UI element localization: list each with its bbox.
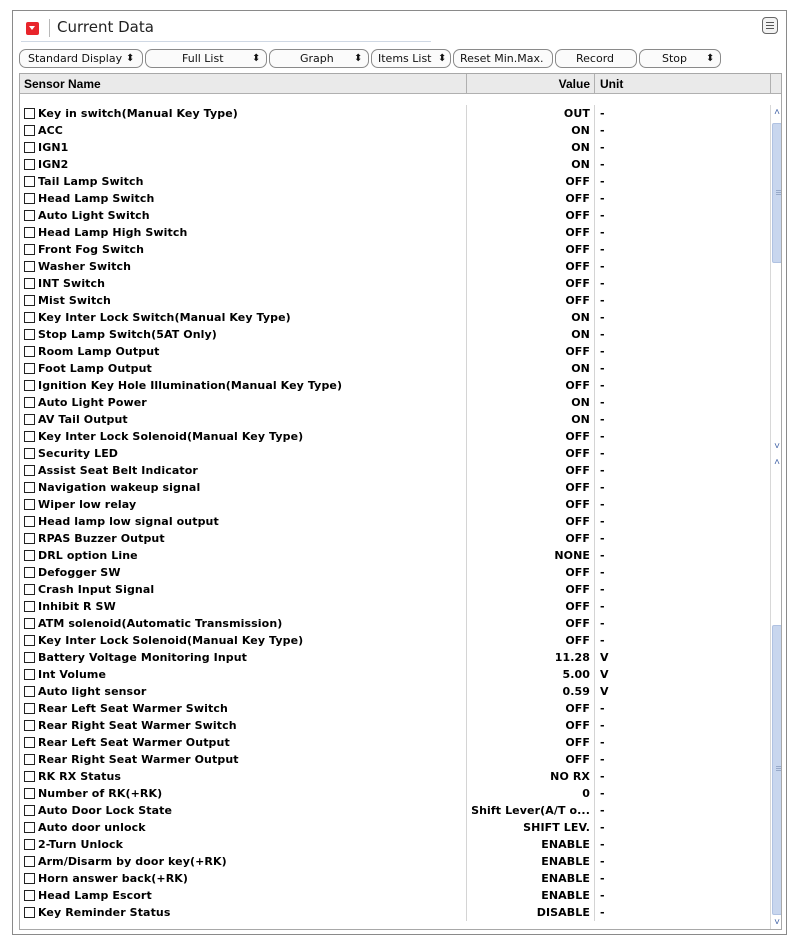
- sensor-unit: -: [600, 226, 605, 239]
- table-row[interactable]: [20, 768, 772, 785]
- table-row[interactable]: [20, 241, 772, 258]
- stop-label: Stop: [662, 52, 688, 65]
- row-checkbox[interactable]: [24, 295, 35, 306]
- sensor-value: OFF: [565, 260, 590, 273]
- standard-display-label: Standard Display: [28, 52, 123, 65]
- sensor-value: OFF: [565, 719, 590, 732]
- sensor-unit: -: [600, 124, 605, 137]
- window-title: Current Data: [57, 18, 154, 36]
- scroll-up-arrow-icon[interactable]: ˄: [774, 457, 780, 468]
- sensor-name: Horn answer back(+RK): [38, 872, 189, 885]
- sensor-unit: -: [600, 787, 605, 800]
- row-checkbox[interactable]: [24, 822, 35, 833]
- row-checkbox[interactable]: [24, 125, 35, 136]
- table-row[interactable]: [20, 411, 772, 428]
- table-row[interactable]: [20, 428, 772, 445]
- row-checkbox[interactable]: [24, 397, 35, 408]
- row-checkbox[interactable]: [24, 499, 35, 510]
- table-row[interactable]: [20, 819, 772, 836]
- sensor-name: Navigation wakeup signal: [38, 481, 201, 494]
- full-list-label: Full List: [182, 52, 224, 65]
- table-row[interactable]: [20, 292, 772, 309]
- sensor-name: Auto light sensor: [38, 685, 147, 698]
- table-row[interactable]: [20, 649, 772, 666]
- row-checkbox[interactable]: [24, 890, 35, 901]
- table-row[interactable]: [20, 564, 772, 581]
- row-checkbox[interactable]: [24, 227, 35, 238]
- sensor-unit: -: [600, 413, 605, 426]
- sensor-value: 11.28: [554, 651, 590, 664]
- row-checkbox[interactable]: [24, 261, 35, 272]
- sensor-value: ENABLE: [541, 855, 590, 868]
- sensor-value: OFF: [565, 209, 590, 222]
- sensor-value: ENABLE: [541, 889, 590, 902]
- sensor-value: OFF: [565, 294, 590, 307]
- sensor-unit: -: [600, 396, 605, 409]
- row-checkbox[interactable]: [24, 363, 35, 374]
- sensor-unit: -: [600, 753, 605, 766]
- table-row[interactable]: [20, 258, 772, 275]
- table-body: [20, 105, 772, 921]
- updown-arrow-icon: ⬍: [438, 53, 447, 64]
- sensor-unit: -: [600, 175, 605, 188]
- scroll-up-arrow-icon[interactable]: ˄: [774, 107, 780, 118]
- title-underline: [21, 41, 431, 42]
- sensor-unit: -: [600, 549, 605, 562]
- sensor-name: Head lamp low signal output: [38, 515, 219, 528]
- column-header-unit[interactable]: Unit: [600, 77, 624, 91]
- sensor-value: OFF: [565, 566, 590, 579]
- sensor-value: ENABLE: [541, 838, 590, 851]
- sensor-name: Room Lamp Output: [38, 345, 160, 358]
- table-row[interactable]: [20, 156, 772, 173]
- sensor-value: ON: [571, 396, 590, 409]
- row-checkbox[interactable]: [24, 176, 35, 187]
- sensor-value: OFF: [565, 736, 590, 749]
- sensor-name: DRL option Line: [38, 549, 138, 562]
- sensor-name: Auto Light Switch: [38, 209, 150, 222]
- sensor-value: NONE: [554, 549, 590, 562]
- sensor-name: Auto Door Lock State: [38, 804, 173, 817]
- sensor-value: ON: [571, 124, 590, 137]
- sensor-name: Key Inter Lock Solenoid(Manual Key Type): [38, 634, 304, 647]
- sensor-unit: V: [600, 668, 609, 681]
- row-checkbox[interactable]: [24, 312, 35, 323]
- sensor-name: Washer Switch: [38, 260, 132, 273]
- sensor-value: OFF: [565, 617, 590, 630]
- sensor-unit: -: [600, 192, 605, 205]
- table-row[interactable]: [20, 870, 772, 887]
- row-checkbox[interactable]: [24, 669, 35, 680]
- sensor-value: ON: [571, 311, 590, 324]
- sensor-value: OFF: [565, 702, 590, 715]
- row-checkbox[interactable]: [24, 754, 35, 765]
- sensor-unit: -: [600, 464, 605, 477]
- column-divider: [770, 74, 771, 94]
- updown-arrow-icon: ⬍: [126, 53, 135, 64]
- sensor-name: Battery Voltage Monitoring Input: [38, 651, 248, 664]
- table-row[interactable]: [20, 547, 772, 564]
- sensor-name: RPAS Buzzer Output: [38, 532, 165, 545]
- sensor-unit: -: [600, 634, 605, 647]
- row-checkbox[interactable]: [24, 193, 35, 204]
- table-row[interactable]: [20, 513, 772, 530]
- sensor-unit: -: [600, 617, 605, 630]
- sensor-value: NO RX: [550, 770, 590, 783]
- row-checkbox[interactable]: [24, 159, 35, 170]
- table-row[interactable]: [20, 224, 772, 241]
- sensor-name: Key Reminder Status: [38, 906, 171, 919]
- sensor-value: OFF: [565, 753, 590, 766]
- table-row[interactable]: [20, 887, 772, 904]
- sensor-value: OFF: [565, 175, 590, 188]
- table-row[interactable]: [20, 666, 772, 683]
- table-row[interactable]: [20, 360, 772, 377]
- table-row[interactable]: [20, 700, 772, 717]
- row-checkbox[interactable]: [24, 550, 35, 561]
- table-row[interactable]: [20, 377, 772, 394]
- menu-icon[interactable]: [762, 17, 778, 34]
- sensor-name: Rear Left Seat Warmer Output: [38, 736, 230, 749]
- sensor-unit: -: [600, 158, 605, 171]
- updown-arrow-icon: ⬍: [706, 53, 715, 64]
- table-row[interactable]: [20, 207, 772, 224]
- table-row[interactable]: [20, 785, 772, 802]
- sensor-name: Wiper low relay: [38, 498, 137, 511]
- row-checkbox[interactable]: [24, 805, 35, 816]
- column-header-sensor-name[interactable]: Sensor Name: [24, 77, 101, 91]
- sensor-value: 5.00: [562, 668, 590, 681]
- items-list-select[interactable]: [371, 49, 451, 68]
- sensor-name: Ignition Key Hole Illumination(Manual Key Type): [38, 379, 343, 392]
- sensor-value: SHIFT LEV.: [523, 821, 590, 834]
- title-bar: [13, 11, 786, 45]
- row-checkbox[interactable]: [24, 244, 35, 255]
- row-checkbox[interactable]: [24, 448, 35, 459]
- row-checkbox[interactable]: [24, 278, 35, 289]
- sensor-unit: -: [600, 600, 605, 613]
- sensor-name: 2-Turn Unlock: [38, 838, 124, 851]
- sensor-unit: -: [600, 804, 605, 817]
- sensor-name: Arm/Disarm by door key(+RK): [38, 855, 227, 868]
- sensor-value: OFF: [565, 430, 590, 443]
- full-list-select[interactable]: [145, 49, 267, 68]
- sensor-value: ON: [571, 158, 590, 171]
- sensor-value: OFF: [565, 464, 590, 477]
- sensor-value: ENABLE: [541, 872, 590, 885]
- sensor-name: Foot Lamp Output: [38, 362, 152, 375]
- graph-select[interactable]: [269, 49, 369, 68]
- items-list-label: Items List: [378, 52, 432, 65]
- current-data-window: [12, 10, 787, 935]
- sensor-value: OFF: [565, 379, 590, 392]
- row-checkbox[interactable]: [24, 720, 35, 731]
- row-checkbox[interactable]: [24, 210, 35, 221]
- table-row[interactable]: [20, 394, 772, 411]
- table-row[interactable]: [20, 717, 772, 734]
- row-checkbox[interactable]: [24, 465, 35, 476]
- sensor-value: OFF: [565, 226, 590, 239]
- sensor-name: RK RX Status: [38, 770, 122, 783]
- sensor-table: [19, 73, 782, 930]
- sensor-unit: -: [600, 345, 605, 358]
- sensor-name: Inhibit R SW: [38, 600, 116, 613]
- row-checkbox[interactable]: [24, 431, 35, 442]
- sensor-name: Front Fog Switch: [38, 243, 145, 256]
- sensor-name: Tail Lamp Switch: [38, 175, 144, 188]
- sensor-name: Key Inter Lock Solenoid(Manual Key Type): [38, 430, 304, 443]
- sensor-unit: -: [600, 141, 605, 154]
- sensor-name: IGN2: [38, 158, 69, 171]
- sensor-name: Key in switch(Manual Key Type): [38, 107, 238, 120]
- sensor-value: ON: [571, 328, 590, 341]
- table-row[interactable]: [20, 326, 772, 343]
- table-row[interactable]: [20, 105, 772, 122]
- sensor-unit: -: [600, 481, 605, 494]
- table-row[interactable]: [20, 445, 772, 462]
- table-row[interactable]: [20, 683, 772, 700]
- row-checkbox[interactable]: [24, 686, 35, 697]
- sensor-name: Security LED: [38, 447, 119, 460]
- sensor-unit: -: [600, 328, 605, 341]
- sensor-value: 0: [582, 787, 590, 800]
- sensor-value: Shift Lever(A/T o...: [471, 804, 590, 817]
- sensor-value: 0.59: [562, 685, 590, 698]
- table-row[interactable]: [20, 173, 772, 190]
- sensor-unit: -: [600, 209, 605, 222]
- sensor-value: DISABLE: [536, 906, 590, 919]
- table-row[interactable]: [20, 496, 772, 513]
- table-row[interactable]: [20, 836, 772, 853]
- title-separator: [49, 19, 50, 37]
- sensor-value: OFF: [565, 345, 590, 358]
- row-checkbox[interactable]: [24, 329, 35, 340]
- column-divider[interactable]: [466, 74, 467, 94]
- table-row[interactable]: [20, 275, 772, 292]
- sensor-value: OFF: [565, 600, 590, 613]
- sensor-name: Auto door unlock: [38, 821, 146, 834]
- sensor-unit: V: [600, 651, 609, 664]
- sensor-unit: -: [600, 430, 605, 443]
- row-checkbox[interactable]: [24, 652, 35, 663]
- reset-min-max-label: Reset Min.Max.: [460, 52, 544, 65]
- toolbar: [19, 49, 779, 69]
- table-row[interactable]: [20, 802, 772, 819]
- row-checkbox[interactable]: [24, 533, 35, 544]
- updown-arrow-icon: ⬍: [354, 53, 363, 64]
- sensor-value: OFF: [565, 243, 590, 256]
- table-row[interactable]: [20, 581, 772, 598]
- sensor-name: ATM solenoid(Automatic Transmission): [38, 617, 283, 630]
- table-row[interactable]: [20, 309, 772, 326]
- sensor-name: Mist Switch: [38, 294, 111, 307]
- sensor-unit: -: [600, 566, 605, 579]
- column-divider[interactable]: [594, 74, 595, 94]
- sensor-unit: -: [600, 107, 605, 120]
- sensor-value: OFF: [565, 515, 590, 528]
- row-checkbox[interactable]: [24, 108, 35, 119]
- sensor-unit: -: [600, 379, 605, 392]
- updown-arrow-icon: ⬍: [252, 53, 261, 64]
- sensor-value: ON: [571, 141, 590, 154]
- sensor-unit: -: [600, 889, 605, 902]
- row-checkbox[interactable]: [24, 482, 35, 493]
- sensor-name: Crash Input Signal: [38, 583, 155, 596]
- row-checkbox[interactable]: [24, 635, 35, 646]
- sensor-unit: -: [600, 532, 605, 545]
- sensor-name: Int Volume: [38, 668, 107, 681]
- sensor-name: Assist Seat Belt Indicator: [38, 464, 198, 477]
- sensor-unit: -: [600, 821, 605, 834]
- sensor-unit: V: [600, 685, 609, 698]
- sensor-unit: -: [600, 515, 605, 528]
- sensor-value: OUT: [563, 107, 590, 120]
- sensor-unit: -: [600, 260, 605, 273]
- sensor-name: Auto Light Power: [38, 396, 147, 409]
- stop-select[interactable]: [639, 49, 721, 68]
- table-row[interactable]: [20, 462, 772, 479]
- sensor-name: Stop Lamp Switch(5AT Only): [38, 328, 217, 341]
- sensor-value: OFF: [565, 634, 590, 647]
- row-checkbox[interactable]: [24, 788, 35, 799]
- sensor-unit: -: [600, 872, 605, 885]
- scroll-down-arrow-icon[interactable]: ˅: [774, 441, 780, 452]
- row-checkbox[interactable]: [24, 873, 35, 884]
- table-row[interactable]: [20, 343, 772, 360]
- sensor-unit: -: [600, 838, 605, 851]
- sensor-name: INT Switch: [38, 277, 106, 290]
- row-checkbox[interactable]: [24, 516, 35, 527]
- row-checkbox[interactable]: [24, 567, 35, 578]
- sensor-name: Rear Left Seat Warmer Switch: [38, 702, 228, 715]
- table-row[interactable]: [20, 853, 772, 870]
- table-row[interactable]: [20, 751, 772, 768]
- table-row[interactable]: [20, 598, 772, 615]
- row-checkbox[interactable]: [24, 771, 35, 782]
- row-checkbox[interactable]: [24, 618, 35, 629]
- sensor-value: ON: [571, 413, 590, 426]
- sensor-name: Head Lamp Escort: [38, 889, 152, 902]
- sensor-name: Head Lamp Switch: [38, 192, 155, 205]
- row-checkbox[interactable]: [24, 414, 35, 425]
- table-row[interactable]: [20, 530, 772, 547]
- sensor-name: Defogger SW: [38, 566, 121, 579]
- row-checkbox[interactable]: [24, 839, 35, 850]
- sensor-value: OFF: [565, 447, 590, 460]
- sensor-unit: -: [600, 736, 605, 749]
- sensor-unit: -: [600, 583, 605, 596]
- sensor-unit: -: [600, 855, 605, 868]
- sensor-unit: -: [600, 277, 605, 290]
- row-checkbox[interactable]: [24, 737, 35, 748]
- sensor-name: Key Inter Lock Switch(Manual Key Type): [38, 311, 291, 324]
- sensor-name: ACC: [38, 124, 63, 137]
- standard-display-select[interactable]: [19, 49, 143, 68]
- table-row[interactable]: [20, 122, 772, 139]
- sensor-unit: -: [600, 498, 605, 511]
- record-label: Record: [576, 52, 615, 65]
- row-checkbox[interactable]: [24, 346, 35, 357]
- row-checkbox[interactable]: [24, 380, 35, 391]
- scrollbar-thumb[interactable]: [772, 625, 782, 915]
- sensor-value: OFF: [565, 583, 590, 596]
- sensor-name: Head Lamp High Switch: [38, 226, 188, 239]
- sensor-name: Number of RK(+RK): [38, 787, 163, 800]
- graph-label: Graph: [300, 52, 334, 65]
- table-row[interactable]: [20, 139, 772, 156]
- sensor-value: OFF: [565, 481, 590, 494]
- row-checkbox[interactable]: [24, 142, 35, 153]
- sensor-name: Rear Right Seat Warmer Switch: [38, 719, 237, 732]
- column-header-value[interactable]: Value: [558, 77, 590, 91]
- sensor-name: Rear Right Seat Warmer Output: [38, 753, 239, 766]
- row-checkbox[interactable]: [24, 584, 35, 595]
- sensor-name: IGN1: [38, 141, 69, 154]
- reset-min-max-button[interactable]: [453, 49, 553, 68]
- sensor-value: OFF: [565, 277, 590, 290]
- table-header: [20, 74, 781, 94]
- row-checkbox[interactable]: [24, 703, 35, 714]
- upper-scrollbar[interactable]: [770, 105, 782, 455]
- row-checkbox[interactable]: [24, 907, 35, 918]
- table-row[interactable]: [20, 479, 772, 496]
- lower-scrollbar[interactable]: [770, 455, 782, 930]
- scroll-down-arrow-icon[interactable]: ˅: [774, 917, 780, 928]
- scrollbar-thumb[interactable]: [772, 123, 782, 263]
- row-checkbox[interactable]: [24, 601, 35, 612]
- sensor-unit: -: [600, 243, 605, 256]
- sensor-value: ON: [571, 362, 590, 375]
- sensor-unit: -: [600, 362, 605, 375]
- table-row[interactable]: [20, 632, 772, 649]
- table-row[interactable]: [20, 734, 772, 751]
- table-row[interactable]: [20, 615, 772, 632]
- collapse-icon[interactable]: [26, 22, 39, 35]
- sensor-unit: -: [600, 294, 605, 307]
- table-row[interactable]: [20, 190, 772, 207]
- sensor-unit: -: [600, 311, 605, 324]
- sensor-value: OFF: [565, 532, 590, 545]
- row-checkbox[interactable]: [24, 856, 35, 867]
- sensor-value: OFF: [565, 498, 590, 511]
- sensor-unit: -: [600, 770, 605, 783]
- sensor-unit: -: [600, 906, 605, 919]
- record-button[interactable]: [555, 49, 637, 68]
- sensor-unit: -: [600, 702, 605, 715]
- table-row[interactable]: [20, 904, 772, 921]
- sensor-unit: -: [600, 719, 605, 732]
- sensor-name: AV Tail Output: [38, 413, 128, 426]
- sensor-value: OFF: [565, 192, 590, 205]
- sensor-unit: -: [600, 447, 605, 460]
